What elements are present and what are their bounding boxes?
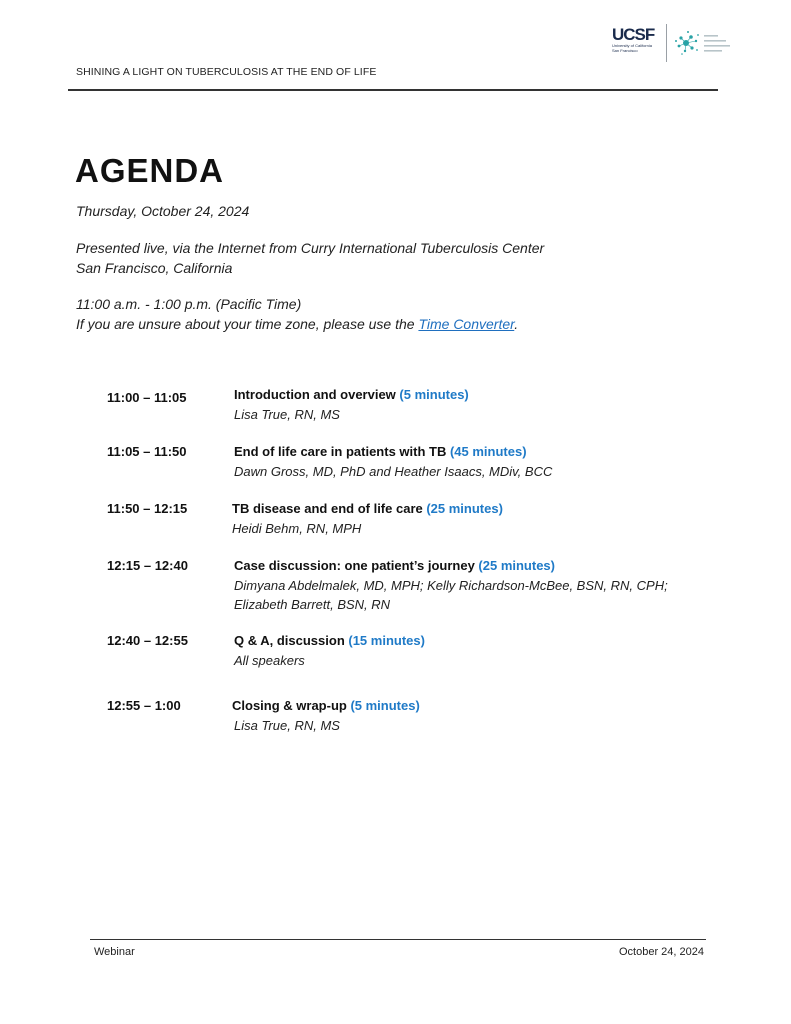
session-speakers: All speakers <box>234 653 305 668</box>
timezone-note-end: . <box>514 316 519 332</box>
session-title: End of life care in patients with TB <box>234 444 450 459</box>
running-title: SHINING A LIGHT ON TUBERCULOSIS AT THE END OF LIFE <box>76 66 377 78</box>
session-topic <box>232 698 420 713</box>
session-duration: (5 minutes) <box>399 387 469 402</box>
session-duration: (25 minutes) <box>426 501 503 516</box>
session-time: 11:50 – 12:15 <box>107 501 188 516</box>
timezone-note <box>76 316 518 332</box>
ucsf-logo <box>612 26 664 62</box>
session-title: Q & A, discussion <box>234 633 349 648</box>
session-speakers: Dawn Gross, MD, PhD and Heather Isaacs, MDiv, BCC <box>234 464 553 479</box>
footer-date: October 24, 2024 <box>618 946 704 958</box>
timezone-note-text: If you are unsure about your time zone, please use the <box>76 316 419 332</box>
session-title: Introduction and overview <box>234 387 400 402</box>
session-speakers: Heidi Behm, RN, MPH <box>232 521 362 536</box>
session-topic <box>234 633 425 648</box>
session-time: 11:00 – 11:05 <box>107 390 187 405</box>
session-time: 12:15 – 12:40 <box>107 558 188 573</box>
session-duration: (15 minutes) <box>348 633 425 648</box>
presented-line-2: San Francisco, California <box>76 260 233 276</box>
session-title: Closing & wrap-up <box>232 698 351 713</box>
session-duration: (5 minutes) <box>350 698 420 713</box>
session-speakers: Dimyana Abdelmalek, MD, MPH; Kelly Richardson-McBee, BSN, RN, CPH; Elizabeth Barrett, BSN, RN <box>234 578 668 612</box>
ucsf-logo-mark: UCSF <box>612 25 655 44</box>
logo-divider <box>666 24 667 62</box>
curry-center-logo-icon <box>672 26 734 60</box>
session-topic <box>234 387 469 402</box>
time-converter-link[interactable]: Time Converter <box>418 316 515 332</box>
session-topic <box>232 501 503 516</box>
session-topic <box>234 558 555 573</box>
session-topic <box>234 444 527 459</box>
event-date: Thursday, October 24, 2024 <box>76 203 250 219</box>
ucsf-logo-line1: University of California <box>612 43 653 48</box>
presented-line-1: Presented live, via the Internet from Curry International Tuberculosis Center <box>76 240 545 256</box>
session-speakers: Lisa True, RN, MS <box>234 407 340 422</box>
session-duration: (45 minutes) <box>449 444 527 459</box>
session-time: 12:40 – 12:55 <box>107 633 188 648</box>
session-speakers: Lisa True, RN, MS <box>234 718 340 733</box>
footer-divider <box>90 939 706 940</box>
page-title: AGENDA <box>75 152 225 189</box>
session-time: 12:55 – 1:00 <box>107 698 181 713</box>
footer-event-type: Webinar <box>94 946 135 958</box>
session-title: Case discussion: one patient’s journey <box>234 558 479 573</box>
session-time: 11:05 – 11:50 <box>107 444 187 459</box>
ucsf-logo-line2: San Francisco <box>612 48 638 53</box>
session-title: TB disease and end of life care <box>232 501 427 516</box>
header-divider <box>68 89 718 91</box>
session-duration: (25 minutes) <box>478 558 555 573</box>
event-time: 11:00 a.m. - 1:00 p.m. (Pacific Time) <box>76 296 302 312</box>
